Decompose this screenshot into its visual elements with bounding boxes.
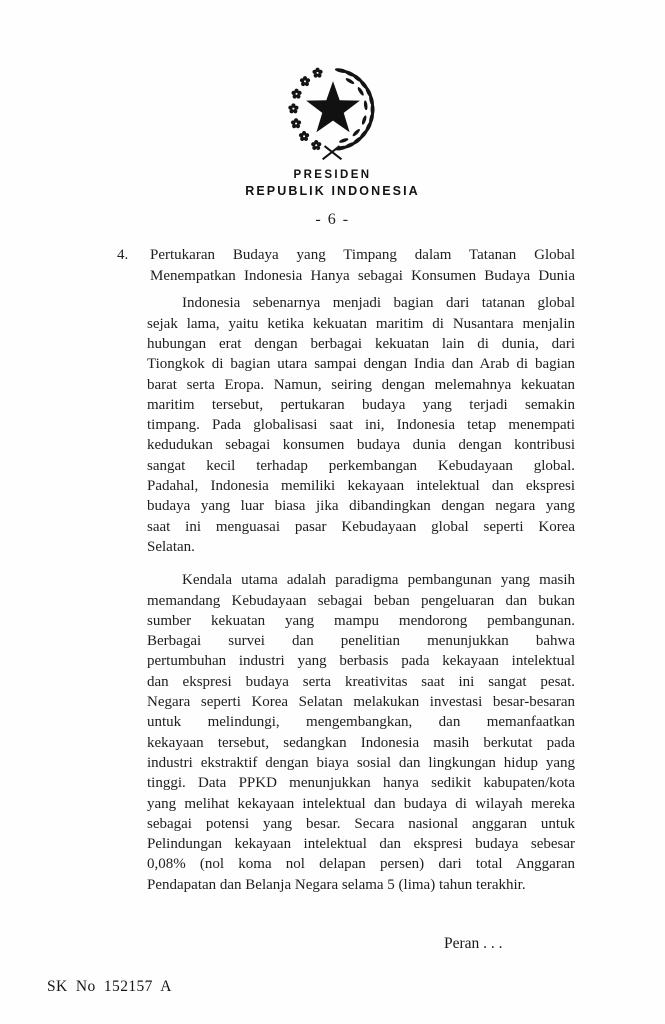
text-line: Tiongkok di bagian utara sampai dengan India dan Arab di bagian	[147, 356, 575, 373]
text-line: pertumbuhan industri yang berbasis pada kekayaan intelektual	[147, 653, 575, 670]
letterhead-title: PRESIDEN	[293, 169, 372, 181]
text-line: Menempatkan Indonesia Hanya sebagai Konsumen Budaya Dunia	[150, 267, 575, 284]
text-line: Pertukaran Budaya yang Timpang dalam Tatanan Global	[150, 247, 575, 263]
text-line: dan ekspresi budaya serta kreativitas saat ini sangat pesat.	[147, 673, 575, 690]
section-number: 4.	[117, 247, 129, 263]
text-line: timpang. Pada globalisasi saat ini, Indonesia tetap menempati	[147, 417, 575, 434]
section-heading	[150, 245, 575, 286]
text-line: sangat kecil terhadap perkembangan Kebudayaan global.	[147, 457, 575, 474]
text-line: kekayaan tersebut, sedangkan Indonesia masih berkutat pada	[147, 734, 575, 751]
text-line: Pendapatan dan Belanja Negara selama 5 (lima) tahun terakhir.	[147, 876, 526, 893]
text-line: Kendala utama adalah paradigma pembangunan yang masih	[182, 572, 575, 589]
text-line: Indonesia sebenarnya menjadi bagian dari tatanan global	[182, 295, 575, 312]
section-item-4	[117, 245, 575, 286]
text-line: Padahal, Indonesia memiliki kekayaan intelektual dan ekspresi	[147, 478, 575, 495]
text-line: barat serta Eropa. Namun, seiring dengan melemahnya kekuatan	[147, 376, 575, 393]
text-line: sumber kekuatan yang mampu mendorong pembangunan.	[147, 612, 575, 629]
text-line: saat ini menguasai pasar Kebudayaan global seperti Korea	[147, 518, 575, 535]
letterhead-subtitle: REPUBLIK INDONESIA	[245, 184, 420, 198]
text-line: Negara seperti Korea Selatan melakukan investasi besar-besaran	[147, 694, 575, 711]
body-paragraph	[147, 293, 575, 557]
text-line: 0,08% (nol koma nol delapan persen) dari total Anggaran	[147, 856, 575, 873]
text-line: Selatan.	[147, 538, 195, 555]
text-line: budaya yang luar biasa jika dibandingkan dengan negara yang	[147, 498, 575, 515]
catchword: Peran . . .	[444, 935, 503, 952]
text-line: untuk melindungi, mengembangkan, dan memanfaatkan	[147, 714, 575, 731]
body-paragraph	[147, 570, 575, 895]
text-line: memandang Kebudayaan sebagai beban pengeluaran dan bukan	[147, 592, 575, 609]
text-line: hubungan erat dengan berbagai kekuatan lain di dunia, dari	[147, 336, 575, 352]
text-line: maritim tersebut, pertukaran budaya yang terjadi semakin	[147, 396, 575, 413]
text-line: Pelindungan kekayaan intelektual dan ekspresi budaya sebesar	[147, 836, 575, 853]
text-line: industri ekstraktif dengan biaya sosial dan lingkungan hidup yang	[147, 754, 575, 771]
letterhead	[0, 0, 665, 198]
text-line: yang melihat kekayaan intelektual dan budaya di wilayah mereka	[147, 795, 575, 812]
text-line: sejak lama, yaitu ketika kekuatan maritim di Nusantara menjalin	[147, 315, 575, 332]
text-line: tinggi. Data PPKD menunjukkan hanya sedikit kabupaten/kota	[147, 775, 575, 792]
document-code: SK No 152157 A	[47, 978, 172, 995]
text-line: kedudukan sebagai konsumen budaya dunia dengan kontribusi	[147, 437, 575, 454]
text-line: Berbagai survei dan penelitian menunjukkan bahwa	[147, 633, 575, 650]
presidential-emblem-icon	[274, 66, 392, 164]
page-number: - 6 -	[315, 211, 350, 228]
text-line: sebagai potensi yang besar. Secara nasional anggaran untuk	[147, 815, 575, 832]
